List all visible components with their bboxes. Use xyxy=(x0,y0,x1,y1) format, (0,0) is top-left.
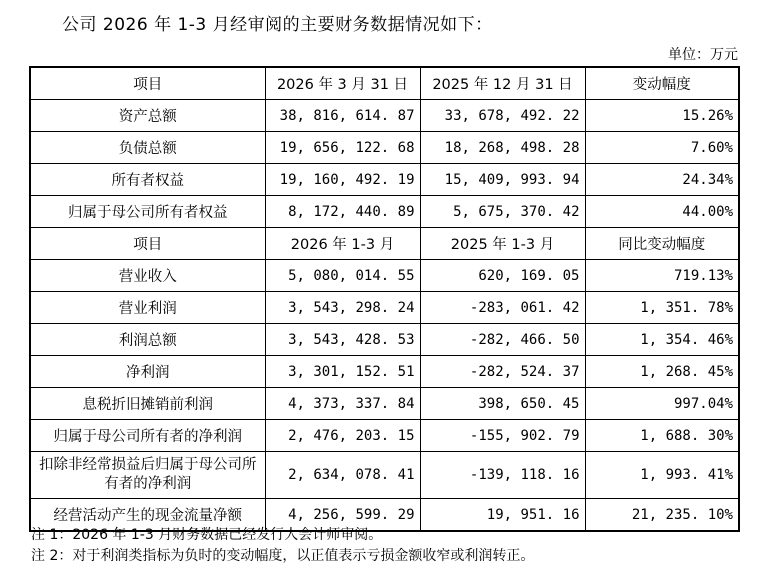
change-cell: 1, 688. 30% xyxy=(585,420,739,452)
unit-label: 单位：万元 xyxy=(668,47,738,63)
value-cell: 3, 301, 152. 51 xyxy=(265,356,420,388)
table-row xyxy=(30,196,739,228)
financial-table xyxy=(29,66,740,532)
header-cell: 变动幅度 xyxy=(585,67,739,100)
value-cell: 38, 816, 614. 87 xyxy=(265,100,420,132)
row-label: 负债总额 xyxy=(30,132,265,164)
value-cell: -282, 466. 50 xyxy=(420,324,585,356)
header-cell: 2026 年 3 月 31 日 xyxy=(265,67,420,100)
change-cell: 1, 354. 46% xyxy=(585,324,739,356)
header-cell: 2025 年 1-3 月 xyxy=(420,228,585,260)
table-row xyxy=(30,356,739,388)
table-row xyxy=(30,260,739,292)
value-cell: 33, 678, 492. 22 xyxy=(420,100,585,132)
value-cell: 2, 476, 203. 15 xyxy=(265,420,420,452)
table-row xyxy=(30,100,739,132)
value-cell: 5, 675, 370. 42 xyxy=(420,196,585,228)
value-cell: 19, 656, 122. 68 xyxy=(265,132,420,164)
table-header-row xyxy=(30,228,739,260)
value-cell: -155, 902. 79 xyxy=(420,420,585,452)
value-cell: -282, 524. 37 xyxy=(420,356,585,388)
change-cell: 1, 351. 78% xyxy=(585,292,739,324)
table-row xyxy=(30,324,739,356)
value-cell: 8, 172, 440. 89 xyxy=(265,196,420,228)
row-label: 息税折旧摊销前利润 xyxy=(30,388,265,420)
row-label: 资产总额 xyxy=(30,100,265,132)
value-cell: 3, 543, 428. 53 xyxy=(265,324,420,356)
change-cell: 21, 235. 10% xyxy=(585,499,739,532)
value-cell: 5, 080, 014. 55 xyxy=(265,260,420,292)
value-cell: 620, 169. 05 xyxy=(420,260,585,292)
change-cell: 1, 268. 45% xyxy=(585,356,739,388)
change-cell: 7.60% xyxy=(585,132,739,164)
change-cell: 1, 993. 41% xyxy=(585,452,739,499)
value-cell: 2, 634, 078. 41 xyxy=(265,452,420,499)
footnote-1: 注 1：2026 年 1-3 月财务数据已经发行人会计师审阅。 xyxy=(31,527,383,543)
table-row xyxy=(30,132,739,164)
table-row xyxy=(30,164,739,196)
header-cell: 2026 年 1-3 月 xyxy=(265,228,420,260)
row-label: 经营活动产生的现金流量净额 xyxy=(30,499,265,532)
table-row xyxy=(30,420,739,452)
header-cell: 项目 xyxy=(30,228,265,260)
change-cell: 997.04% xyxy=(585,388,739,420)
value-cell: -139, 118. 16 xyxy=(420,452,585,499)
value-cell: 19, 160, 492. 19 xyxy=(265,164,420,196)
value-cell: 19, 951. 16 xyxy=(420,499,585,532)
header-cell: 同比变动幅度 xyxy=(585,228,739,260)
value-cell: 4, 256, 599. 29 xyxy=(265,499,420,532)
change-cell: 24.34% xyxy=(585,164,739,196)
value-cell: 15, 409, 993. 94 xyxy=(420,164,585,196)
intro-text: 公司 2026 年 1-3 月经审阅的主要财务数据情况如下： xyxy=(62,15,493,35)
row-label: 所有者权益 xyxy=(30,164,265,196)
header-cell: 2025 年 12 月 31 日 xyxy=(420,67,585,100)
table-header-row xyxy=(30,67,739,100)
row-label: 营业利润 xyxy=(30,292,265,324)
change-cell: 44.00% xyxy=(585,196,739,228)
row-label: 归属于母公司所有者权益 xyxy=(30,196,265,228)
value-cell: 3, 543, 298. 24 xyxy=(265,292,420,324)
row-label: 扣除非经常损益后归属于母公司所有者的净利润 xyxy=(30,452,265,499)
value-cell: -283, 061. 42 xyxy=(420,292,585,324)
row-label: 归属于母公司所有者的净利润 xyxy=(30,420,265,452)
row-label: 净利润 xyxy=(30,356,265,388)
header-cell: 项目 xyxy=(30,67,265,100)
change-cell: 15.26% xyxy=(585,100,739,132)
value-cell: 398, 650. 45 xyxy=(420,388,585,420)
table-row xyxy=(30,388,739,420)
value-cell: 4, 373, 337. 84 xyxy=(265,388,420,420)
row-label: 营业收入 xyxy=(30,260,265,292)
table-row xyxy=(30,452,739,499)
row-label: 利润总额 xyxy=(30,324,265,356)
table-row xyxy=(30,292,739,324)
value-cell: 18, 268, 498. 28 xyxy=(420,132,585,164)
change-cell: 719.13% xyxy=(585,260,739,292)
footnote-2: 注 2：对于利润类指标为负时的变动幅度，以正值表示亏损金额收窄或利润转正。 xyxy=(31,548,535,564)
